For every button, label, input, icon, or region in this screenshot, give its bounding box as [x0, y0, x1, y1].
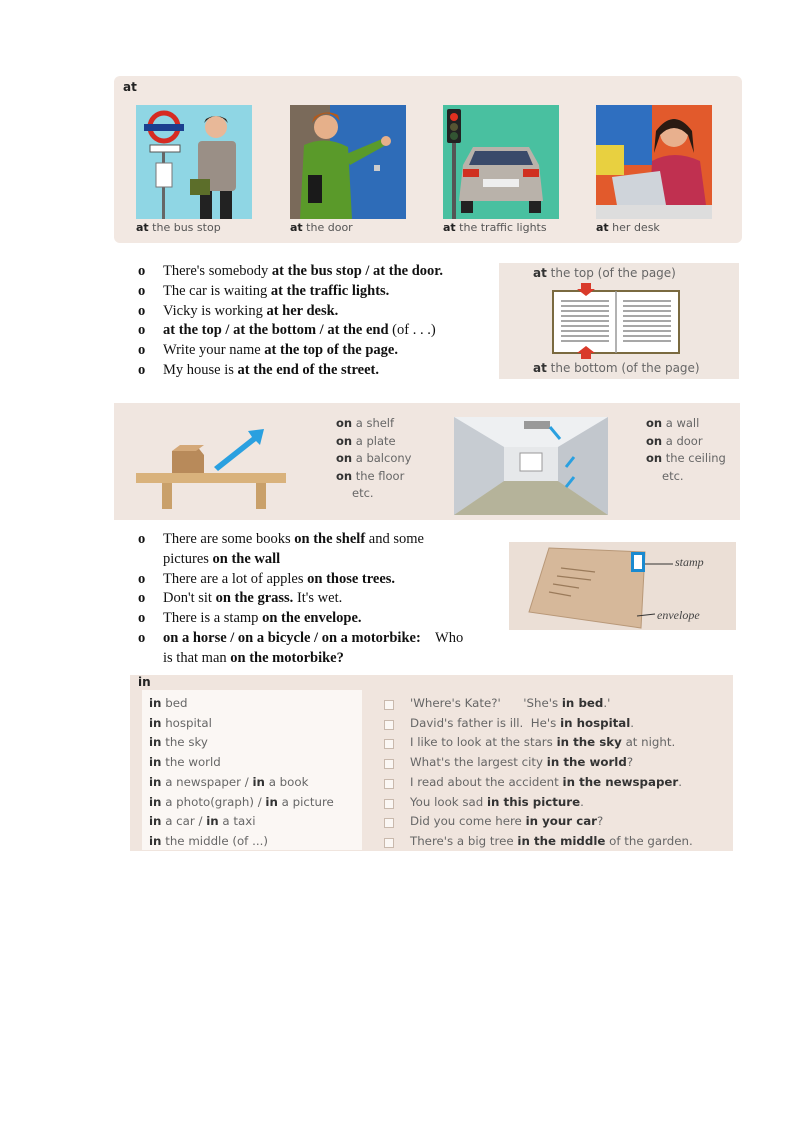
in-phrase-row — [149, 795, 334, 809]
text: a taxi — [218, 814, 256, 829]
list-item: o The car is waiting at the traffic lights. — [138, 282, 390, 299]
text: the middle (of ...) — [161, 833, 268, 848]
bold-text: in — [265, 794, 278, 809]
list-item: o Don't sit on the grass. It's wet. — [138, 590, 343, 607]
bold-text: in — [149, 814, 162, 829]
at-heading: at — [123, 80, 137, 94]
text: a book — [264, 774, 309, 789]
on-right-list — [646, 415, 726, 485]
text: There's a big tree — [410, 833, 518, 848]
bold-text: in the sky — [556, 735, 622, 750]
text: bed — [161, 696, 188, 710]
bold-text: in — [149, 715, 162, 730]
text: . — [580, 794, 584, 809]
bold-text: in — [149, 833, 162, 848]
in-heading: in — [138, 675, 151, 689]
on-left-list — [336, 415, 411, 503]
checkbox-icon — [384, 818, 394, 828]
bold-text: in — [149, 696, 162, 710]
list-item: o My house is at the end of the street. — [138, 361, 380, 378]
list-item: o There is a stamp on the envelope. — [138, 610, 362, 627]
in-example-row — [410, 716, 634, 730]
in-example-row — [410, 696, 610, 710]
caption-traffic-lights: at the traffic lights — [443, 221, 547, 234]
text: . — [678, 774, 682, 789]
checkbox-icon — [384, 720, 394, 730]
etc-label: etc. — [352, 486, 374, 500]
in-example-row — [410, 775, 682, 789]
stamp-label: stamp — [675, 555, 704, 569]
caption-door: at the door — [290, 221, 353, 234]
text: .' — [603, 696, 611, 710]
door-image — [290, 105, 406, 219]
text: Did you come here — [410, 814, 526, 829]
in-phrase-row — [149, 814, 256, 828]
in-example-row — [410, 834, 693, 848]
list-item: o There are some books on the shelf and some pictures on the wall — [138, 531, 424, 567]
bold-text: in the newspaper — [562, 774, 679, 789]
bold-text: in the middle — [517, 833, 606, 848]
top-bottom-box — [499, 263, 739, 379]
text: at night. — [621, 735, 676, 750]
in-phrase-row — [149, 735, 208, 749]
in-example-row — [410, 755, 633, 769]
etc-label: etc. — [662, 468, 684, 483]
at-example-list — [138, 262, 498, 381]
top-of-page-label: at the top (of the page) — [533, 266, 676, 280]
list-item: o Vicky is working at her desk. — [138, 302, 339, 319]
list-item: on a balcony — [336, 451, 412, 465]
text: of the garden. — [605, 833, 693, 848]
checkbox-icon — [384, 739, 394, 749]
text: ? — [597, 814, 604, 829]
text: ? — [626, 755, 634, 770]
on-example-list — [138, 530, 508, 669]
text: I read about the accident — [410, 774, 563, 789]
list-item: on a wall — [646, 416, 700, 430]
text: a newspaper / — [161, 774, 253, 789]
text: hospital — [161, 715, 212, 730]
in-phrase-row — [149, 755, 221, 769]
shelf-image — [132, 423, 292, 513]
envelope-label: envelope — [657, 608, 700, 622]
list-item: o Write your name at the top of the page. — [138, 342, 398, 359]
bold-text: in — [149, 794, 162, 809]
bold-text: in this picture — [487, 794, 581, 809]
bold-text: in — [252, 774, 265, 789]
checkbox-icon — [384, 700, 394, 710]
in-example-row — [410, 735, 675, 749]
bold-text: in — [206, 814, 219, 829]
bus-stop-image — [136, 105, 252, 219]
envelope-box — [509, 542, 736, 630]
list-item: on a door — [646, 433, 703, 448]
list-item: on a shelf — [336, 416, 395, 430]
text: You look sad — [410, 794, 487, 809]
desk-image — [596, 105, 712, 219]
list-item: on a plate — [336, 433, 396, 448]
text: a car / — [161, 814, 207, 829]
list-item: o There are a lot of apples on those trees. — [138, 570, 396, 587]
text: a picture — [277, 794, 334, 809]
text: What's the largest city — [410, 755, 547, 770]
bold-text: in bed — [561, 696, 604, 710]
in-phrase-row — [149, 696, 187, 710]
text: the world — [161, 755, 221, 770]
text: the sky — [161, 735, 208, 750]
bottom-of-page-label: at the bottom (of the page) — [533, 361, 700, 375]
checkbox-icon — [384, 838, 394, 848]
bold-text: in the world — [546, 755, 627, 770]
bold-text: in — [149, 774, 162, 789]
text: David's father is ill. He's — [410, 715, 561, 730]
list-item: o There's somebody at the bus stop / at the door. — [138, 263, 443, 279]
list-item: on the ceiling — [646, 451, 726, 465]
text: I like to look at the stars — [410, 735, 557, 750]
bold-text: in — [149, 735, 162, 750]
open-book-icon — [551, 283, 681, 359]
checkbox-icon — [384, 779, 394, 789]
room-image — [454, 417, 608, 515]
caption-desk: at her desk — [596, 221, 660, 234]
list-item: on the floor — [336, 468, 405, 483]
traffic-lights-image — [443, 105, 559, 219]
in-phrase-row — [149, 716, 212, 730]
checkbox-icon — [384, 799, 394, 809]
bold-text: in — [149, 755, 162, 770]
text: . — [630, 715, 635, 730]
bold-text: in hospital — [560, 715, 631, 730]
in-phrase-row — [149, 775, 308, 789]
caption-bus-stop: at the bus stop — [136, 221, 221, 234]
in-example-row — [410, 795, 584, 809]
in-phrase-row — [149, 834, 268, 848]
text: 'Where's Kate?' 'She's — [410, 696, 562, 710]
bold-text: in your car — [525, 814, 598, 829]
checkbox-icon — [384, 759, 394, 769]
text: a photo(graph) / — [161, 794, 266, 809]
in-example-row — [410, 814, 603, 828]
on-panel — [114, 403, 740, 520]
list-item: o at the top / at the bottom / at the end (of . . .) — [138, 322, 436, 339]
list-item: o on a horse / on a bicycle / on a motorbike: Who is that man on the motorbike? — [138, 629, 464, 666]
